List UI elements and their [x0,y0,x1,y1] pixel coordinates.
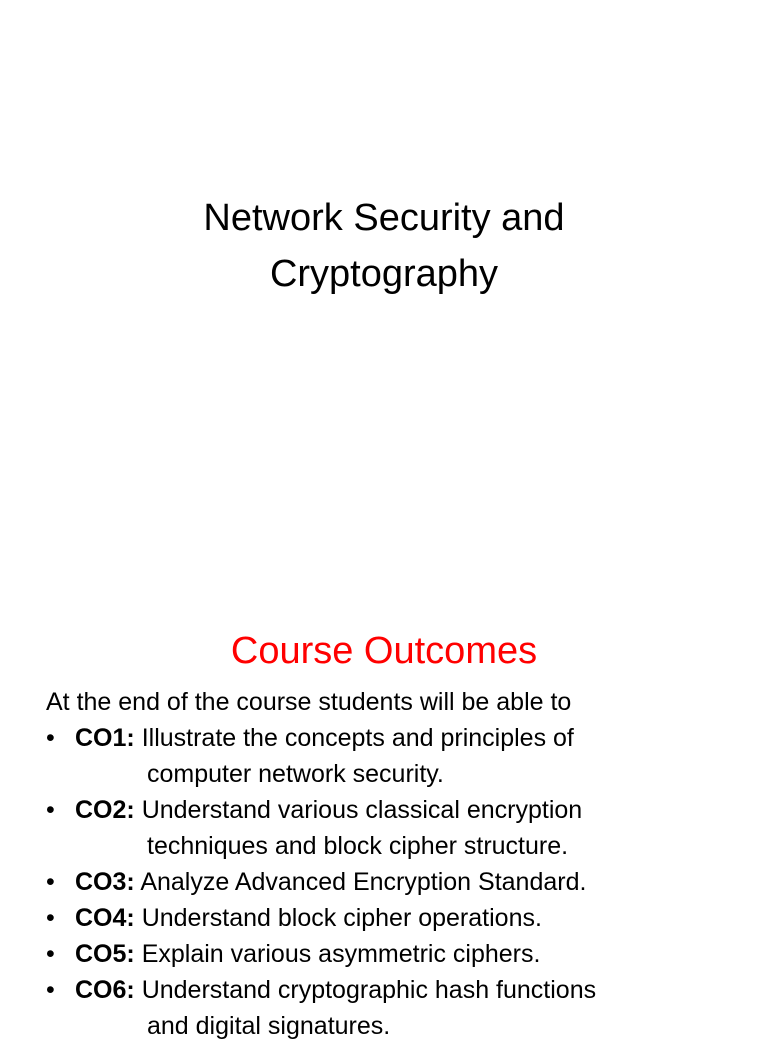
outcome-text: Analyze Advanced Encryption Standard. [140,868,587,896]
outcomes-intro: At the end of the course students will be able to [46,688,572,716]
outcome-text: Understand block cipher operations. [141,904,542,932]
slide-title-line-2: Cryptography [269,253,499,295]
outcome-text: Illustrate the concepts and principles of [141,724,574,752]
outcome-text-continued: techniques and block cipher structure. [147,832,569,860]
course-outcomes-heading: Course Outcomes [230,630,538,672]
bullet-icon: • [46,976,55,1004]
outcome-text-continued: computer network security. [147,760,444,788]
outcome-code: CO6: [75,976,135,1004]
bullet-icon: • [46,868,55,896]
outcome-code: CO1: [75,724,135,752]
outcome-code: CO5: [75,940,135,968]
outcome-text: Understand various classical encryption [141,796,583,824]
outcome-item-co3 [46,864,768,900]
outcome-item-co2 [46,792,768,864]
slide-title [0,190,768,302]
slide-title-line-1: Network Security and [203,197,565,239]
bullet-icon: • [46,940,55,968]
outcome-code: CO4: [75,904,135,932]
bullet-icon: • [46,904,55,932]
outcome-text: Understand cryptographic hash functions [141,976,597,1004]
bullet-icon: • [46,796,55,824]
outcome-code: CO2: [75,796,135,824]
outcome-item-co6 [46,972,768,1044]
outcome-item-co4 [46,900,768,936]
outcome-text-continued: and digital signatures. [147,1012,391,1040]
bullet-icon: • [46,724,55,752]
outcome-item-co1 [46,720,768,792]
outcome-item-co5 [46,936,768,972]
outcome-text: Explain various asymmetric ciphers. [141,940,541,968]
outcome-code: CO3: [75,868,135,896]
outcomes-list [46,720,768,1044]
